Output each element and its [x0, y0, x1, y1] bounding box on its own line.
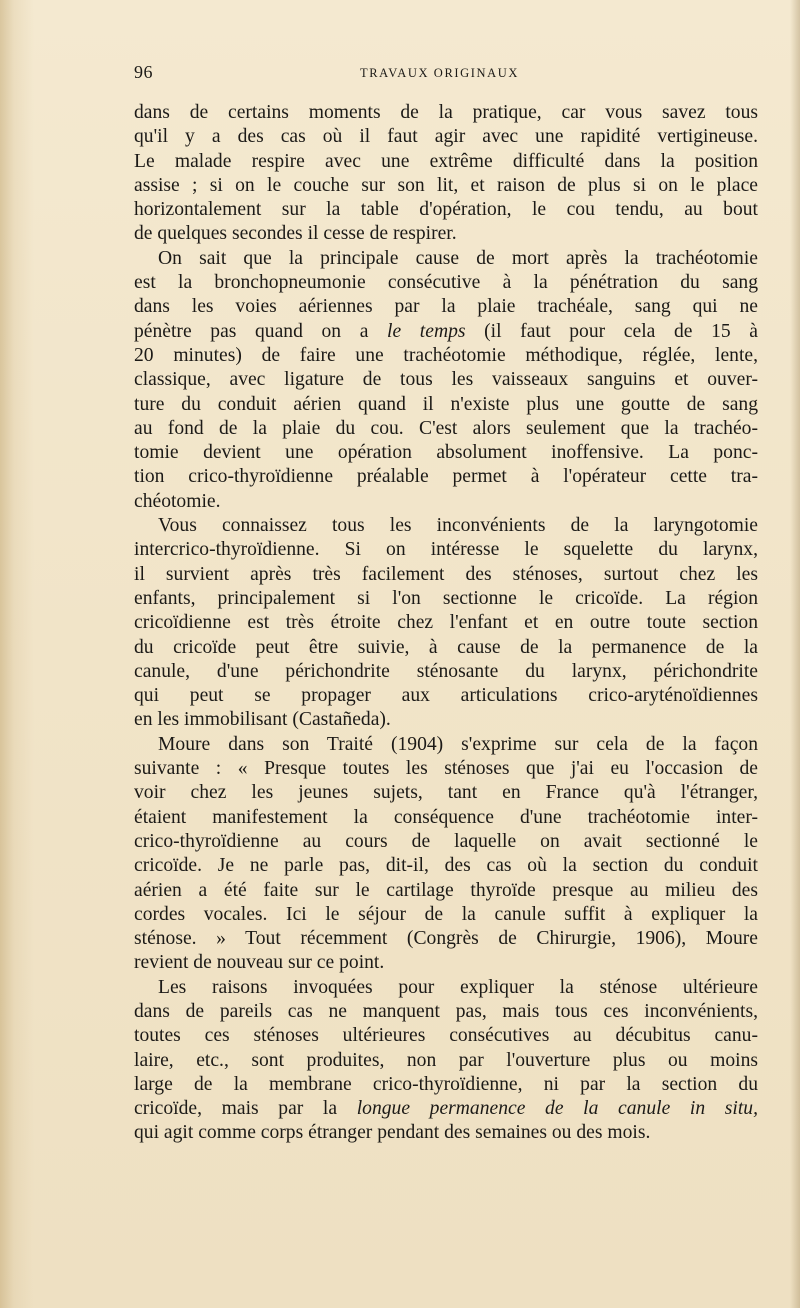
- text-line: aérien a été faite sur le cartilage thyroïde presque au milieu des: [134, 879, 758, 901]
- text-line: qui agit comme corps étranger pendant des semaines ou des mois.: [134, 1122, 651, 1144]
- text-line: 20 minutes) de faire une trachéotomie méthodique, réglée, lente,: [134, 344, 758, 366]
- text-line-with-italic: cricoïde, mais par la longue permanence de la canule in situ,: [134, 1098, 758, 1120]
- text-line: dans de pareils cas ne manquent pas, mais tous ces inconvénients,: [134, 1000, 758, 1022]
- text-line: revient de nouveau sur ce point.: [134, 952, 385, 974]
- running-title: TRAVAUX ORIGINAUX: [360, 66, 520, 80]
- text-line: cricoïde. Je ne parle pas, dit-il, des cas où la section du conduit: [134, 855, 758, 877]
- text-line: qu'il y a des cas où il faut agir avec une rapidité vertigineuse.: [134, 126, 758, 148]
- text-line: assise ; si on le couche sur son lit, et raison de plus si on le place: [134, 174, 758, 196]
- text-line: du cricoïde peut être suivie, à cause de la permanence de la: [134, 636, 758, 658]
- text-line: étaient manifestement la conséquence d'une trachéotomie inter-: [134, 806, 758, 828]
- text-line: au fond de la plaie du cou. C'est alors seulement que la trachéo-: [134, 417, 758, 439]
- text-line: laire, etc., sont produites, non par l'ouverture plus ou moins: [134, 1049, 758, 1071]
- text-line: dans les voies aériennes par la plaie trachéale, sang qui ne: [134, 296, 758, 318]
- text-line: canule, d'une périchondrite sténosante du larynx, périchondrite: [134, 660, 758, 682]
- italic-run: le temps: [387, 320, 466, 342]
- text-line: suivante : « Presque toutes les sténoses que j'ai eu l'occasion de: [134, 758, 758, 780]
- text-line: de quelques secondes il cesse de respirer.: [134, 223, 457, 245]
- text-line: horizontalement sur la table d'opération, le cou tendu, au bout: [134, 199, 758, 221]
- text-line: est la bronchopneumonie consécutive à la pénétration du sang: [134, 272, 758, 294]
- text-line: en les immobilisant (Castañeda).: [134, 709, 391, 731]
- text-line: qui peut se propager aux articulations crico-aryténoïdiennes: [134, 685, 758, 707]
- text-line: cricoïdienne est très étroite chez l'enfant et en outre toute section: [134, 612, 758, 634]
- text-line: ture du conduit aérien quand il n'existe plus une goutte de sang: [134, 393, 758, 415]
- text-line: On sait que la principale cause de mort après la trachéotomie: [158, 247, 758, 269]
- text-line: Le malade respire avec une extrême difficulté dans la position: [134, 150, 758, 172]
- text-line: toutes ces sténoses ultérieures consécutives au décubitus canu-: [134, 1025, 758, 1047]
- body-text: [134, 101, 758, 1146]
- page-edge-shadow: [790, 0, 800, 1308]
- text-line: dans de certains moments de la pratique, car vous savez tous: [134, 102, 758, 123]
- text-line: Moure dans son Traité (1904) s'exprime sur cela de la façon: [158, 733, 758, 755]
- page-number: 96: [134, 62, 153, 82]
- text-line: classique, avec ligature de tous les vaisseaux sanguins et ouver-: [134, 369, 758, 391]
- italic-run: longue permanence de la canule in situ,: [356, 1098, 758, 1120]
- text-line: il survient après très facilement des sténoses, surtout chez les: [134, 563, 758, 585]
- text-line: crico-thyroïdienne au cours de laquelle on avait sectionné le: [134, 830, 758, 852]
- running-head: [134, 62, 758, 86]
- text-line: sténose. » Tout récemment (Congrès de Chirurgie, 1906), Moure: [134, 928, 758, 950]
- text-line-with-italic: pénètre pas quand on a le temps (il faut pour cela de 15 à: [134, 320, 758, 342]
- text-line: cordes vocales. Ici le séjour de la canule suffit à expliquer la: [134, 903, 758, 925]
- text-line: tion crico-thyroïdienne préalable permet à l'opérateur cette tra-: [134, 466, 758, 488]
- text-line: Les raisons invoquées pour expliquer la sténose ultérieure: [158, 976, 758, 998]
- text-line: tomie devient une opération absolument inoffensive. La ponc-: [134, 442, 758, 464]
- text-line: large de la membrane crico-thyroïdienne, ni par la section du: [134, 1073, 758, 1095]
- text-line: intercrico-thyroïdienne. Si on intéresse le squelette du larynx,: [134, 539, 758, 561]
- text-line: Vous connaissez tous les inconvénients de la laryngotomie: [158, 515, 758, 537]
- text-line: enfants, principalement si l'on sectionne le cricoïde. La région: [134, 587, 758, 609]
- text-line: chéotomie.: [134, 490, 221, 512]
- text-line: voir chez les jeunes sujets, tant en France qu'à l'étranger,: [134, 782, 758, 804]
